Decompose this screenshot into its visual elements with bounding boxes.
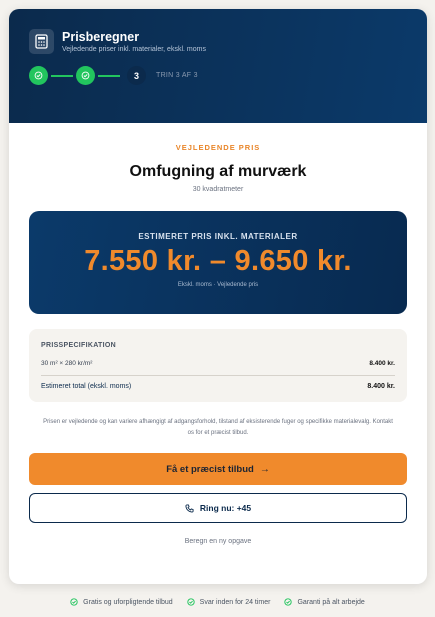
trust-item-label: Gratis og uforpligtende tilbud [83, 598, 173, 606]
calculator-icon [29, 29, 54, 54]
price-label: ESTIMERET PRIS INKL. MATERIALER [138, 232, 298, 241]
check-icon [34, 71, 43, 80]
result-subtitle: 30 kvadratmeter [192, 186, 244, 193]
trust-item [284, 598, 364, 606]
price-estimate-box [29, 211, 407, 314]
step-connector [98, 75, 120, 77]
spec-row [41, 360, 395, 367]
price-note: Ekskl. moms · Vejledende pris [177, 282, 259, 288]
step-connector [51, 75, 73, 77]
spec-row-label: 30 m² × 280 kr/m² [41, 360, 93, 367]
app-title: Prisberegner [62, 30, 140, 44]
step-progress [29, 66, 407, 85]
spec-total-label: Estimeret total (ekskl. moms) [41, 383, 132, 390]
trust-item-label: Garanti på alt arbejde [297, 598, 365, 606]
phone-icon [185, 504, 194, 513]
get-quote-button[interactable] [29, 453, 407, 485]
brand [29, 29, 407, 54]
price-specification [29, 329, 407, 402]
trust-item [187, 598, 271, 606]
check-circle-icon [187, 598, 195, 606]
check-circle-icon [70, 598, 78, 606]
step-3-current: 3 [127, 66, 146, 85]
trust-item [70, 598, 173, 606]
spec-total-row [41, 383, 395, 390]
call-button[interactable] [29, 493, 407, 523]
spec-heading: PRISSPECIFIKATION [41, 342, 116, 349]
new-calculation-link[interactable]: Beregn en ny opgave [184, 538, 252, 545]
trust-footer [0, 598, 435, 606]
disclaimer: Prisen er vejledende og kan variere afhængigt af adgangsforhold, tilstand af eksisterende fuger og specifikke materialevalg. Kontakt os for et præcist tilbud. [43, 419, 393, 436]
app-subtitle: Vejledende priser inkl. materialer, ekskl. moms [62, 46, 206, 53]
get-quote-label: Få et præcist tilbud [166, 463, 254, 475]
price-range: 7.550 kr. – 9.650 kr. [84, 245, 352, 277]
spec-total-value: 8.400 kr. [367, 383, 395, 390]
price-calculator-card [9, 9, 427, 584]
call-label: Ring nu: +45 [199, 503, 252, 513]
check-circle-icon [284, 598, 292, 606]
step-label: TRIN 3 AF 3 [156, 72, 198, 79]
step-1-done[interactable] [29, 66, 48, 85]
result-title: Omfugning af murværk [129, 163, 307, 180]
step-2-done[interactable] [76, 66, 95, 85]
arrow-right-icon: → [259, 463, 270, 475]
spec-row-value: 8.400 kr. [369, 360, 395, 367]
check-icon [81, 71, 90, 80]
calculator-header [9, 9, 427, 123]
result-eyebrow: VEJLEDENDE PRIS [175, 143, 261, 152]
trust-item-label: Svar inden for 24 timer [199, 598, 271, 606]
divider [41, 375, 395, 376]
